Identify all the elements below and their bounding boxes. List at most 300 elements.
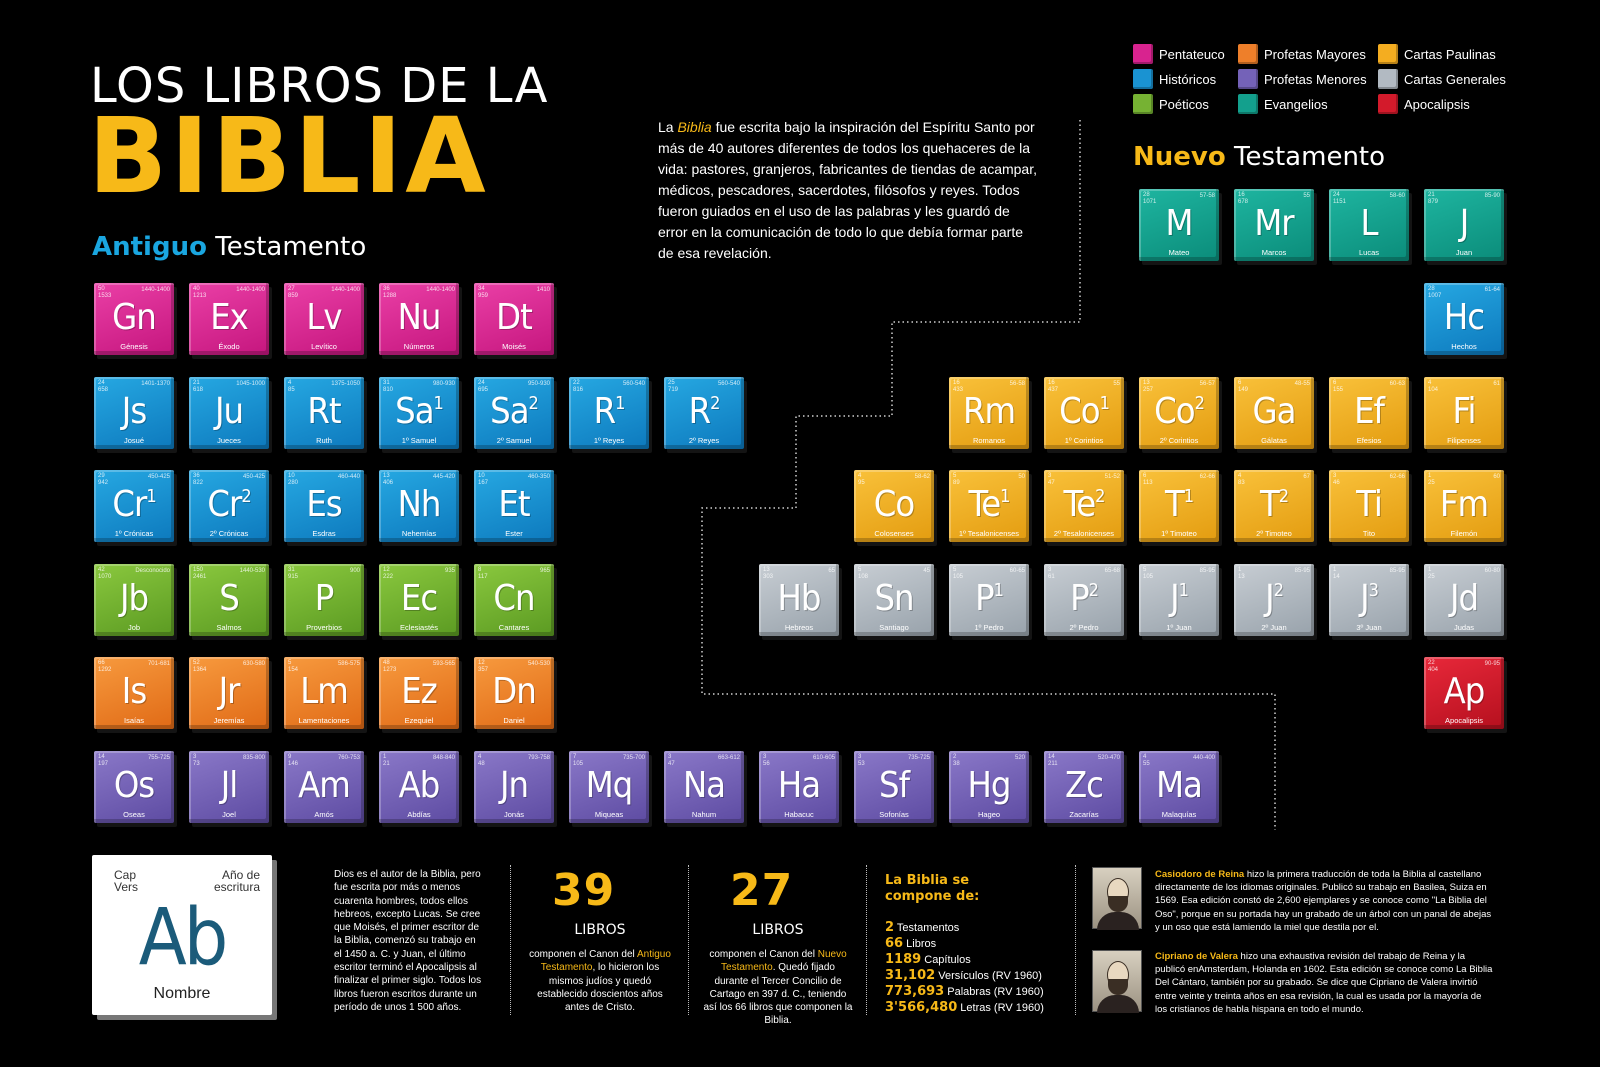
book-tile[interactable] — [474, 470, 554, 542]
stat-number: 773,693 — [885, 984, 945, 999]
book-symbol — [189, 392, 269, 432]
book-symbol-text: R — [593, 390, 616, 432]
book-tile[interactable] — [284, 751, 364, 823]
book-year: 586-575 — [337, 661, 360, 667]
book-symbol — [189, 672, 269, 712]
book-year: 85-95 — [1199, 567, 1215, 574]
book-name: Ezequiel — [404, 716, 434, 725]
nt-count-pre: componen el Canon del — [709, 949, 818, 960]
book-name: Zacarías — [1069, 809, 1099, 819]
book-year: 848-840 — [432, 754, 455, 761]
book-name: Tito — [1362, 529, 1376, 538]
book-tile[interactable] — [1139, 189, 1219, 261]
book-tile[interactable] — [284, 657, 364, 729]
book-symbol-text: Ga — [1252, 390, 1296, 432]
book-chapter-verse: 66 1292 — [98, 660, 112, 673]
book-symbol-text: Jb — [119, 577, 149, 619]
book-name: Miqueas — [594, 809, 624, 819]
book-symbol — [94, 579, 174, 619]
book-year: 520-470 — [1097, 754, 1120, 761]
book-chapter-verse: 3 47 — [1048, 473, 1055, 486]
compone-title: La Biblia se compone de: — [885, 873, 980, 904]
book-tile[interactable] — [854, 564, 934, 636]
book-symbol-text: Sa — [490, 390, 529, 432]
book-tile[interactable] — [1044, 470, 1124, 542]
book-chapter-verse: 52 1364 — [193, 660, 207, 673]
book-symbol-text: Is — [121, 671, 147, 712]
divider — [866, 865, 867, 1015]
book-symbol — [1329, 392, 1409, 432]
divider — [510, 865, 511, 1015]
book-symbol-text: Gn — [112, 297, 156, 338]
book-year: 62-66 — [1389, 474, 1405, 480]
book-tile[interactable] — [379, 283, 459, 355]
book-year: 760-753 — [337, 754, 360, 761]
book-symbol — [379, 485, 459, 525]
book-tile[interactable] — [1424, 189, 1504, 261]
book-chapter-verse: 150 2461 — [193, 566, 207, 580]
book-symbol-text: Zc — [1065, 764, 1103, 806]
book-symbol — [1044, 579, 1124, 619]
book-tile[interactable] — [189, 377, 269, 449]
book-tile[interactable] — [1424, 470, 1504, 542]
book-symbol — [474, 298, 554, 338]
book-name: 2º Juan — [1261, 622, 1287, 632]
book-chapter-verse: 16 433 — [953, 379, 964, 393]
book-chapter-verse: 4 85 — [288, 379, 295, 393]
book-name: Ester — [505, 529, 523, 538]
book-tile[interactable] — [379, 564, 459, 636]
book-name: 2º Timoteo — [1256, 529, 1292, 538]
book-symbol-index: 2 — [1088, 579, 1098, 601]
book-tile[interactable] — [379, 470, 459, 542]
nt-count-hl: Nuevo Testamento — [721, 949, 847, 974]
book-year: 520 — [1014, 754, 1025, 761]
portrait-beard — [1108, 979, 1128, 995]
book-symbol-text: Sf — [879, 764, 909, 806]
book-year: 55 — [1303, 193, 1310, 199]
book-year: 1045-1000 — [236, 380, 265, 387]
book-year: 65 — [828, 567, 835, 574]
book-chapter-verse: 3 56 — [763, 753, 770, 767]
book-chapter-verse: 31 810 — [383, 379, 394, 393]
book-year: 560-540 — [717, 380, 740, 387]
book-tile[interactable] — [949, 377, 1029, 449]
book-symbol — [189, 298, 269, 338]
book-name: Romanos — [972, 435, 1006, 445]
book-chapter-verse: 1 25 — [1428, 566, 1435, 580]
book-year: 950-930 — [527, 380, 550, 387]
book-year: 1410 — [536, 287, 550, 293]
book-symbol — [949, 392, 1029, 432]
ot-count-post: , lo hicieron los mismos judíos y quedó establecido doscientos años antes de Cristo. — [537, 962, 663, 1014]
book-chapter-verse: 2 38 — [953, 753, 960, 767]
book-symbol-text: L — [1360, 203, 1378, 244]
book-chapter-verse: 24 695 — [478, 379, 489, 393]
book-year: 85-95 — [1294, 567, 1310, 574]
book-year: 56-57 — [1199, 380, 1215, 387]
book-symbol-text: J — [1459, 203, 1469, 244]
book-name: Hageo — [977, 809, 1001, 819]
book-tile[interactable] — [379, 751, 459, 823]
book-year: 45 — [923, 567, 930, 574]
book-name: Esdras — [312, 529, 336, 538]
book-name: Joel — [222, 809, 236, 819]
book-name: Gálatas — [1261, 435, 1287, 445]
book-symbol — [1329, 204, 1409, 244]
book-tile[interactable] — [664, 751, 744, 823]
book-tile[interactable] — [1234, 470, 1314, 542]
book-chapter-verse: 28 1007 — [1428, 286, 1442, 299]
book-symbol-text: Lm — [300, 671, 348, 712]
book-symbol — [94, 485, 174, 525]
book-name: 2º Pedro — [1069, 622, 1099, 632]
book-symbol-text: P — [1070, 577, 1089, 619]
book-symbol-text: T — [1259, 484, 1279, 525]
book-tile[interactable] — [1424, 657, 1504, 729]
book-symbol-index: 1 — [1178, 579, 1188, 601]
book-symbol — [1234, 204, 1314, 244]
book-name: 1º Corintios — [1064, 435, 1104, 445]
book-symbol — [284, 672, 364, 712]
book-symbol-index: 3 — [1368, 579, 1378, 601]
book-tile[interactable] — [759, 751, 839, 823]
legend-label: Poéticos — [1159, 96, 1209, 112]
book-tile[interactable] — [1424, 377, 1504, 449]
book-year: 55 — [1113, 380, 1120, 387]
book-symbol — [1329, 485, 1409, 525]
legend-label: Pentateuco — [1159, 46, 1225, 62]
book-tile[interactable] — [474, 751, 554, 823]
book-year: 67 — [1303, 474, 1310, 480]
book-symbol-text: J — [1360, 577, 1369, 619]
book-name: Juan — [1455, 248, 1473, 257]
stat-label: Letras (RV 1960) — [957, 1002, 1044, 1014]
book-symbol — [569, 392, 649, 432]
book-name: 1º Crónicas — [114, 529, 154, 538]
book-tile[interactable] — [1329, 189, 1409, 261]
book-chapter-verse: 40 1213 — [193, 286, 207, 299]
reina-desc: hizo la primera traducción de toda la Biblia al castellano directamente de los idiomas originales. Publicó su trabajo en Basilea, Suiza en 1569. Esa edición constó de 2,600 ejemplares y se conoce como "La Biblia del Oso", porque en su portada hay un grabado de un árbol con un panal de abejas y un oso que está lamiendo la miel que destila por el. — [1155, 869, 1492, 933]
book-symbol-text: Jl — [220, 764, 238, 806]
book-tile[interactable] — [1139, 470, 1219, 542]
book-symbol — [94, 298, 174, 338]
key-symbol: Ab — [138, 893, 226, 983]
book-year: 965 — [539, 567, 550, 574]
book-chapter-verse: 31 915 — [288, 566, 299, 580]
book-symbol — [854, 766, 934, 806]
book-tile[interactable] — [949, 564, 1029, 636]
book-tile[interactable] — [759, 564, 839, 636]
ot-count-text — [525, 948, 675, 1014]
book-name: Job — [127, 622, 141, 632]
key-cap-vers: Cap Vers — [114, 868, 139, 894]
book-year: 440-400 — [1192, 754, 1215, 761]
book-symbol — [284, 766, 364, 806]
ot-title-highlight: Antiguo — [92, 232, 207, 262]
book-chapter-verse: 3 53 — [858, 753, 865, 767]
book-tile[interactable] — [284, 377, 364, 449]
book-tile[interactable] — [1139, 377, 1219, 449]
book-symbol-text: Co — [1059, 390, 1100, 432]
book-year: 90-95 — [1484, 661, 1500, 667]
book-symbol — [284, 392, 364, 432]
book-year: 51-52 — [1104, 474, 1120, 480]
book-tile[interactable] — [474, 657, 554, 729]
book-symbol-text: Ap — [1443, 671, 1485, 712]
intro-em: Biblia — [677, 119, 712, 135]
book-chapter-verse: 1 21 — [383, 753, 390, 767]
book-name: Apocalipsis — [1445, 716, 1483, 725]
book-name: 1º Reyes — [593, 435, 625, 445]
book-tile[interactable] — [189, 657, 269, 729]
book-tile[interactable] — [474, 564, 554, 636]
book-name: Salmos — [216, 622, 242, 632]
book-symbol-text: Hb — [777, 577, 821, 619]
about-author: Dios es el autor de la Biblia, pero fue escrita por más o menos cuarenta hombres, todos ellos hebreos, excepto Lucas. Se cree que Moisés, el primer escritor de la Biblia, comenzó su trabajo en el 1450 a. C. y Juan, el último escritor terminó el Apocalipsis al finalizar el primer siglo. Todos los libros fueron escritos durante un período de unos 1 500 años. — [334, 869, 482, 1013]
book-tile[interactable] — [379, 657, 459, 729]
book-symbol — [474, 766, 554, 806]
book-chapter-verse: 10 167 — [478, 473, 489, 486]
book-symbol — [664, 392, 744, 432]
book-symbol-text: Sa — [395, 390, 434, 432]
book-symbol — [1234, 579, 1314, 619]
book-symbol — [284, 579, 364, 619]
book-symbol — [1329, 579, 1409, 619]
portrait-beard — [1108, 896, 1128, 912]
book-name: Filemón — [1450, 529, 1478, 538]
book-name: Números — [403, 342, 435, 351]
book-symbol-text: J — [1265, 577, 1274, 619]
book-symbol — [189, 579, 269, 619]
book-name: Josué — [123, 435, 144, 445]
book-tile[interactable] — [1329, 564, 1409, 636]
book-symbol — [854, 579, 934, 619]
book-symbol-index: 2 — [710, 392, 720, 414]
book-chapter-verse: 21 618 — [193, 379, 204, 393]
book-chapter-verse: 36 1288 — [383, 286, 397, 299]
book-tile[interactable] — [1424, 283, 1504, 355]
book-chapter-verse: 6 155 — [1333, 379, 1344, 393]
book-name: Marcos — [1261, 248, 1287, 257]
book-symbol — [284, 485, 364, 525]
book-year: 460-440 — [337, 474, 360, 480]
book-tile[interactable] — [1044, 564, 1124, 636]
book-name: Jonás — [503, 809, 524, 819]
book-tile[interactable] — [1139, 751, 1219, 823]
book-name: Isaías — [123, 716, 144, 725]
ot-book-count: 39 — [552, 865, 616, 916]
book-year: 60-80 — [1484, 567, 1500, 574]
book-name: Hebreos — [784, 622, 814, 632]
book-tile[interactable] — [284, 564, 364, 636]
book-symbol-index: 2 — [1095, 486, 1105, 507]
book-tile[interactable] — [189, 564, 269, 636]
book-name: 1º Tesalonicenses — [958, 529, 1020, 538]
book-tile[interactable] — [189, 470, 269, 542]
valera-name: Cipriano de Valera — [1155, 951, 1238, 962]
ot-count-pre: componen el Canon del — [529, 949, 637, 960]
book-symbol-text: Te — [1063, 484, 1096, 525]
nt-count-post: . Quedó fijado durante el Tercer Concilio de Cartago en 397 d. C., teniendo así los 66 libros que componen la Biblia. — [703, 962, 853, 1027]
book-name: Habacuc — [784, 809, 814, 819]
book-chapter-verse: 4 55 — [1143, 753, 1150, 767]
stat-number: 31,102 — [885, 968, 936, 983]
book-tile[interactable] — [1424, 564, 1504, 636]
stat-item — [885, 984, 1044, 1000]
book-name: Nehemías — [401, 529, 437, 538]
book-tile[interactable] — [474, 283, 554, 355]
book-symbol-text: J — [1170, 577, 1179, 619]
book-tile[interactable] — [1044, 751, 1124, 823]
book-tile[interactable] — [94, 377, 174, 449]
title-line2: BIBLIA — [88, 95, 489, 217]
book-chapter-verse: 5 108 — [858, 566, 869, 580]
book-symbol-text: T — [1164, 484, 1184, 525]
book-symbol-index: 2 — [1194, 392, 1204, 414]
book-name: Nahum — [691, 809, 717, 819]
book-tile[interactable] — [94, 283, 174, 355]
book-tile[interactable] — [1044, 377, 1124, 449]
book-chapter-verse: 4 83 — [1238, 473, 1245, 486]
book-symbol — [949, 766, 1029, 806]
book-tile[interactable] — [94, 657, 174, 729]
book-tile[interactable] — [569, 377, 649, 449]
stat-label: Libros — [903, 938, 937, 950]
stat-item — [885, 952, 971, 968]
book-year: 1401-1370 — [141, 380, 170, 387]
legend-label: Evangelios — [1264, 96, 1328, 112]
book-tile[interactable] — [1234, 189, 1314, 261]
book-name: 1º Samuel — [401, 435, 437, 445]
book-symbol-text: Rt — [307, 390, 341, 432]
book-symbol-text: Fm — [1439, 484, 1489, 525]
book-tile[interactable] — [1234, 564, 1314, 636]
book-tile[interactable] — [94, 564, 174, 636]
book-symbol-text: Cr — [207, 484, 242, 525]
book-tile[interactable] — [854, 470, 934, 542]
book-tile[interactable] — [189, 751, 269, 823]
book-symbol — [1424, 204, 1504, 244]
book-tile[interactable] — [949, 470, 1029, 542]
book-name: Éxodo — [218, 342, 240, 351]
book-year: 60-65 — [1009, 567, 1025, 574]
book-name: Daniel — [503, 716, 525, 725]
book-chapter-verse: 22 404 — [1428, 660, 1439, 673]
book-symbol — [189, 485, 269, 525]
book-chapter-verse: 4 48 — [478, 753, 485, 767]
book-tile[interactable] — [569, 751, 649, 823]
book-tile[interactable] — [284, 283, 364, 355]
book-chapter-verse: 14 211 — [1048, 753, 1058, 767]
book-year: 60-63 — [1389, 380, 1405, 387]
book-symbol — [379, 298, 459, 338]
book-year: 57-58 — [1199, 193, 1215, 199]
divider — [688, 865, 689, 1015]
book-symbol-text: Ef — [1354, 390, 1384, 432]
book-symbol — [759, 579, 839, 619]
book-symbol-text: Hc — [1443, 297, 1485, 338]
book-chapter-verse: 29 942 — [98, 473, 109, 486]
book-year: 58-62 — [914, 474, 930, 480]
book-symbol-text: Jn — [499, 764, 529, 806]
book-chapter-verse: 5 105 — [953, 566, 964, 580]
book-symbol-text: Co — [1154, 390, 1195, 432]
book-year: 50 — [1018, 474, 1025, 480]
book-symbol — [1234, 485, 1314, 525]
book-symbol — [379, 766, 459, 806]
book-tile[interactable] — [949, 751, 1029, 823]
book-chapter-verse: 16 678 — [1238, 192, 1249, 205]
valera-portrait — [1092, 950, 1142, 1012]
book-symbol — [1424, 485, 1504, 525]
book-tile[interactable] — [94, 470, 174, 542]
book-symbol — [949, 485, 1029, 525]
book-name: 2º Samuel — [496, 435, 532, 445]
book-name: Santiago — [879, 622, 909, 632]
book-tile[interactable] — [474, 377, 554, 449]
book-symbol-text: Cn — [493, 577, 535, 619]
book-symbol-text: Te — [968, 484, 1001, 525]
book-symbol-text: Nu — [397, 297, 441, 338]
book-year: 610-605 — [812, 754, 835, 761]
book-tile[interactable] — [664, 377, 744, 449]
book-tile[interactable] — [189, 283, 269, 355]
stat-label: Palabras (RV 1960) — [944, 986, 1044, 998]
book-tile[interactable] — [1139, 564, 1219, 636]
ot-title-rest: Testamento — [215, 232, 367, 262]
book-year: 935 — [444, 567, 455, 574]
stat-number: 1189 — [885, 952, 922, 967]
book-year: 1440-530 — [239, 567, 265, 574]
book-tile[interactable] — [854, 751, 934, 823]
book-tile[interactable] — [1329, 470, 1409, 542]
book-chapter-verse: 22 816 — [573, 379, 584, 393]
book-year: 735-700 — [622, 754, 645, 761]
book-symbol — [1139, 204, 1219, 244]
legend-label: Apocalipsis — [1404, 96, 1470, 112]
legend-label: Cartas Generales — [1404, 71, 1506, 87]
book-chapter-verse: 24 658 — [98, 379, 109, 393]
book-tile[interactable] — [1234, 377, 1314, 449]
book-tile[interactable] — [379, 377, 459, 449]
book-symbol — [94, 766, 174, 806]
book-symbol — [94, 672, 174, 712]
book-symbol-index: 2 — [241, 486, 251, 507]
book-tile[interactable] — [94, 751, 174, 823]
book-symbol-index: 2 — [1278, 486, 1289, 507]
book-symbol-text: Sn — [874, 577, 914, 619]
book-symbol-text: S — [219, 577, 239, 619]
book-chapter-verse: 14 197 — [98, 753, 109, 767]
book-symbol-index: 1 — [1000, 486, 1010, 507]
book-symbol-text: Dt — [496, 297, 532, 338]
book-symbol — [1139, 485, 1219, 525]
book-chapter-verse: 13 303 — [763, 566, 774, 580]
book-year: 735-725 — [907, 754, 930, 761]
book-year: 755-725 — [147, 754, 170, 761]
book-symbol-text: R — [688, 390, 711, 432]
book-symbol — [1139, 579, 1219, 619]
book-chapter-verse: 1 13 — [1238, 566, 1245, 580]
book-symbol — [474, 485, 554, 525]
book-chapter-verse: 3 46 — [1333, 473, 1340, 486]
book-name: Mateo — [1168, 248, 1190, 257]
book-tile[interactable] — [1329, 377, 1409, 449]
book-symbol — [1044, 766, 1124, 806]
book-symbol-text: Hg — [967, 764, 1011, 806]
book-tile[interactable] — [284, 470, 364, 542]
